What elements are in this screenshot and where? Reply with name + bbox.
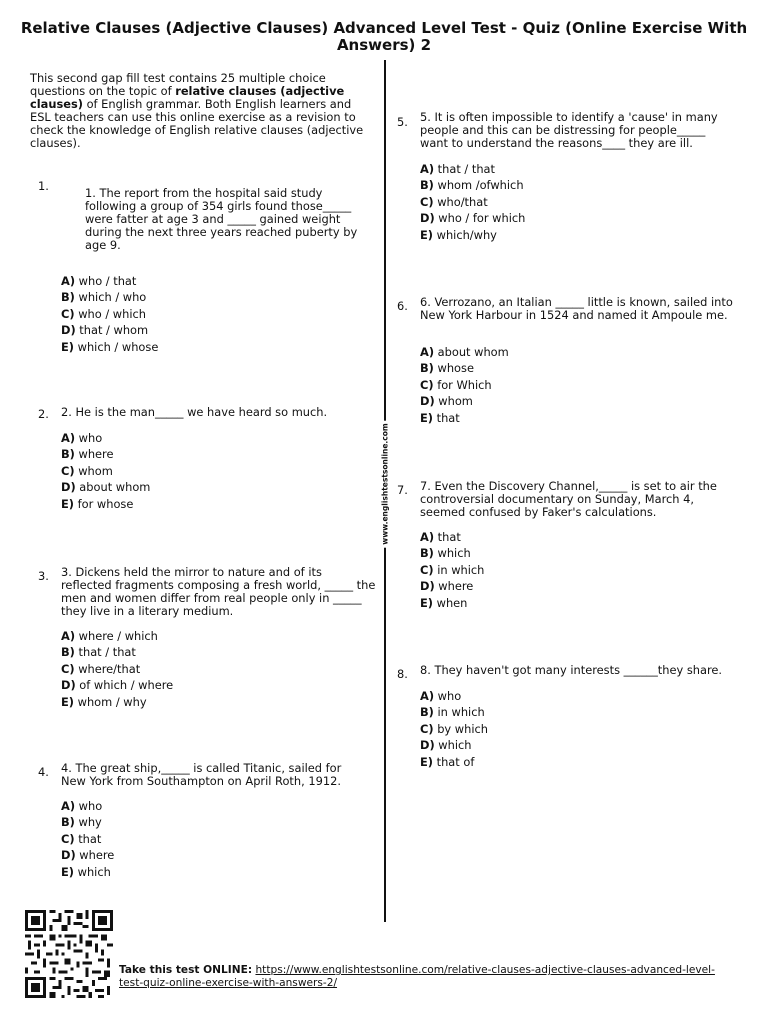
question-number: 4. [38,765,49,779]
option-e[interactable]: E) which [61,864,111,879]
option-e[interactable]: E) when [420,595,468,610]
option-a[interactable]: A) about whom [420,345,509,359]
option-d[interactable]: D) of which / where [61,678,174,693]
option-a[interactable]: A) who / that [61,274,137,288]
options-list [420,688,488,770]
option-d[interactable]: D) who / for which [420,211,526,226]
page-title: Relative Clauses (Adjective Clauses) Advanced Level Test - Quiz (Online Exercise With Answers) 2 [20,19,748,54]
question-text: 6. Verrozano, an Italian _____ little is known, sailed into New York Harbour in 1524 and named it Ampoule me. [420,295,733,322]
option-d[interactable]: D) which [420,738,472,753]
option-c[interactable]: C) that [61,831,102,846]
test-url-link[interactable]: https://www.englishtestsonline.com/relative-clauses-adjective-clauses-advanced-level-test-quiz-online-exercise-with-answers-2/ [119,964,715,989]
question-number: 5. [397,115,408,129]
option-d[interactable]: D) about whom [61,480,151,495]
options-list [420,161,525,243]
qr-code-icon[interactable] [23,910,115,998]
intro-paragraph [30,72,370,150]
option-b[interactable]: B) that / that [61,645,136,660]
option-c[interactable]: C) by which [420,721,488,736]
option-a[interactable]: A) who [61,431,103,445]
question-text: 2. He is the man_____ we have heard so much. [61,405,328,419]
question-text: 3. Dickens held the mirror to nature and of its reflected fragments composing a fresh world, _____ the men and women differ from real people only in _____ they live in a literary medium. [61,565,376,618]
option-b[interactable]: B) whom /ofwhich [420,178,524,193]
question-number: 2. [38,407,49,421]
option-e[interactable]: E) whom / why [61,694,147,709]
option-b[interactable]: B) which [420,546,471,561]
option-b[interactable]: B) whose [420,361,474,376]
option-b[interactable]: B) where [61,447,114,462]
question-text: 1. The report from the hospital said study following a group of 354 girls found those_____ were fatter at age 3 and _____ gained weight during the next three years reached puberty by age 9. [85,186,358,252]
question-text: 7. Even the Discovery Channel,_____ is set to air the controversial documentary on Sunday, March 4, seemed confused by Faker's calculations. [420,479,717,519]
options-list [420,529,484,611]
question-number: 6. [397,299,408,313]
option-c[interactable]: C) in which [420,562,485,577]
option-b[interactable]: B) which / who [61,290,147,305]
intro-text-before: This second gap fill test contains 25 multiple choice questions on the topic of [30,71,326,98]
options-list [61,273,158,355]
option-d[interactable]: D) whom [420,394,473,409]
option-c[interactable]: C) where/that [61,661,141,676]
option-d[interactable]: D) that / whom [61,323,149,338]
options-list [61,798,114,880]
question-text: 5. It is often impossible to identify a 'cause' in many people and this can be distressing for people_____ want to understand the reasons____ they are ill. [420,110,718,150]
option-e[interactable]: E) for whose [61,496,134,511]
question-number: 1. [38,179,49,193]
side-watermark-url: www.englishtestsonline.com [381,420,390,547]
option-d[interactable]: D) where [420,579,474,594]
option-a[interactable]: A) that [420,530,461,544]
option-c[interactable]: C) who/that [420,194,488,209]
options-list [420,344,509,426]
option-b[interactable]: B) why [61,815,102,830]
footer-label: Take this test ONLINE: [119,964,253,976]
intro-text-after: of English grammar. Both English learners and ESL teachers can use this online exercise as a revision to check the knowledge of English relative clauses (adjective clauses). [30,97,364,150]
option-c[interactable]: C) who / which [61,306,146,321]
option-d[interactable]: D) where [61,848,115,863]
option-b[interactable]: B) in which [420,705,485,720]
question-text: 8. They haven't got many interests ______they share. [420,663,723,677]
option-e[interactable]: E) that of [420,754,475,769]
option-a[interactable]: A) who [61,799,103,813]
question-text: 4. The great ship,_____ is called Titanic, sailed for New York from Southampton on April Roth, 1912. [61,761,342,788]
question-number: 3. [38,569,49,583]
question-number: 7. [397,483,408,497]
intro-topic: relative clauses (adjective clauses) [30,84,345,111]
option-a[interactable]: A) that / that [420,162,495,176]
options-list [61,628,173,710]
option-e[interactable]: E) which / whose [61,339,159,354]
option-c[interactable]: C) whom [61,463,113,478]
options-list [61,430,150,512]
question-number: 8. [397,667,408,681]
option-c[interactable]: C) for Which [420,377,492,392]
footer-online-link [119,964,719,989]
option-a[interactable]: A) where / which [61,629,158,643]
option-e[interactable]: E) that [420,410,460,425]
option-a[interactable]: A) who [420,689,462,703]
option-e[interactable]: E) which/why [420,227,497,242]
